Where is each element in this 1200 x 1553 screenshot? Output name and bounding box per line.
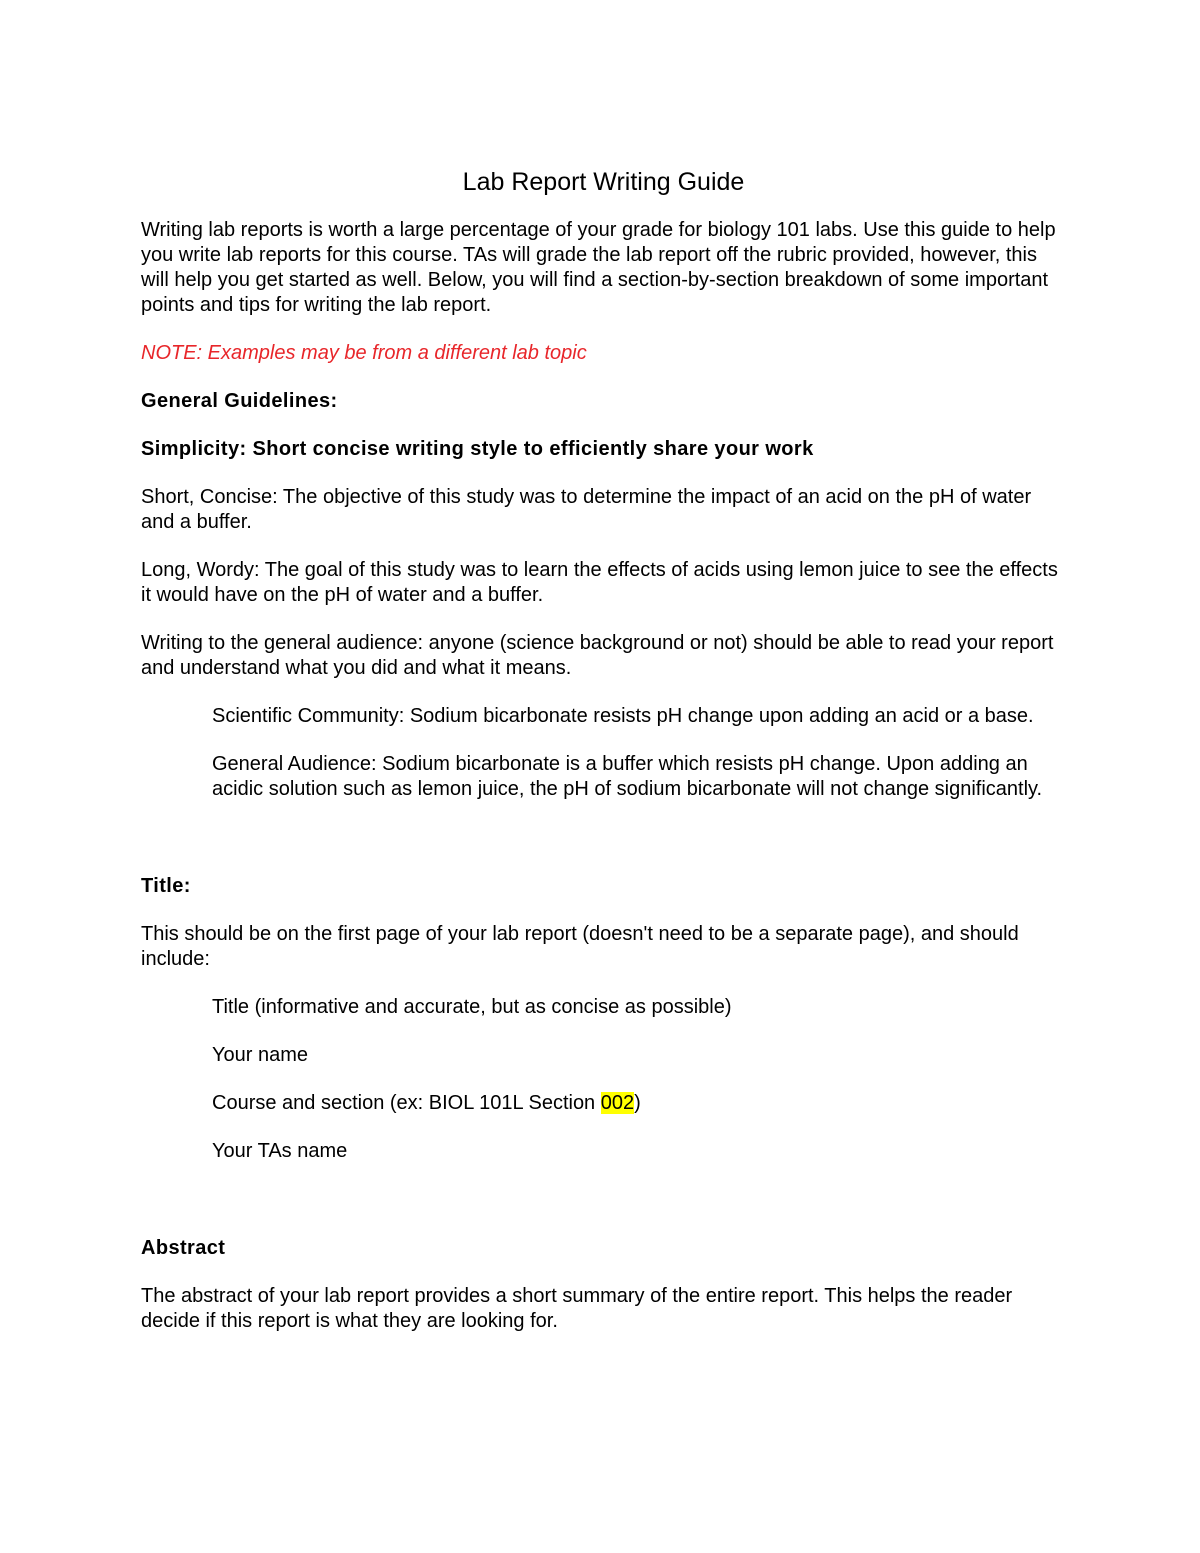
general-audience-paragraph: Writing to the general audience: anyone (science background or not) should be able to read your report and understand what you did and what it means. — [141, 632, 1054, 679]
abstract-text: The abstract of your lab report provides a short summary of the entire report. This helps the reader decide if this report is what they are looking for. — [141, 1285, 1013, 1332]
section-number-highlight: 002 — [600, 1092, 635, 1114]
title-section-heading: Title: — [141, 875, 191, 897]
title-section-text: This should be on the first page of your lab report (doesn't need to be a separate page), and should include: — [141, 923, 1019, 970]
document-title: Lab Report Writing Guide — [462, 168, 745, 196]
document-page — [141, 166, 1066, 1357]
short-concise-example: Short, Concise: The objective of this study was to determine the impact of an acid on the pH of water and a buffer. — [141, 486, 1032, 533]
simplicity-heading: Simplicity: Short concise writing style to efficiently share your work — [141, 438, 814, 460]
course-prefix: Course and section (ex: BIOL 101L Section — [212, 1092, 601, 1114]
course-section-item — [141, 1091, 1066, 1116]
name-item: Your name — [212, 1044, 308, 1066]
intro-paragraph: Writing lab reports is worth a large percentage of your grade for biology 101 labs. Use this guide to help you write lab reports for this course. TAs will grade the lab report off the rubric provided, however, this will help you get started as well. Below, you will find a section-by-section breakdown of some important points and tips for writing the lab report. — [141, 219, 1056, 316]
ta-name-item: Your TAs name — [212, 1140, 348, 1162]
general-audience-example: General Audience: Sodium bicarbonate is a buffer which resists pH change. Upon adding an acidic solution such as lemon juice, the pH of sodium bicarbonate will not change significantly. — [212, 753, 1043, 800]
course-suffix: ) — [634, 1092, 641, 1114]
scientific-community-example: Scientific Community: Sodium bicarbonate resists pH change upon adding an acid or a base. — [212, 705, 1034, 727]
long-wordy-example: Long, Wordy: The goal of this study was to learn the effects of acids using lemon juice to see the effects it would have on the pH of water and a buffer. — [141, 559, 1058, 606]
abstract-heading: Abstract — [141, 1237, 226, 1259]
title-item: Title (informative and accurate, but as concise as possible) — [212, 996, 732, 1018]
general-guidelines-heading: General Guidelines: — [141, 390, 338, 412]
note-text: NOTE: Examples may be from a different lab topic — [141, 342, 587, 364]
